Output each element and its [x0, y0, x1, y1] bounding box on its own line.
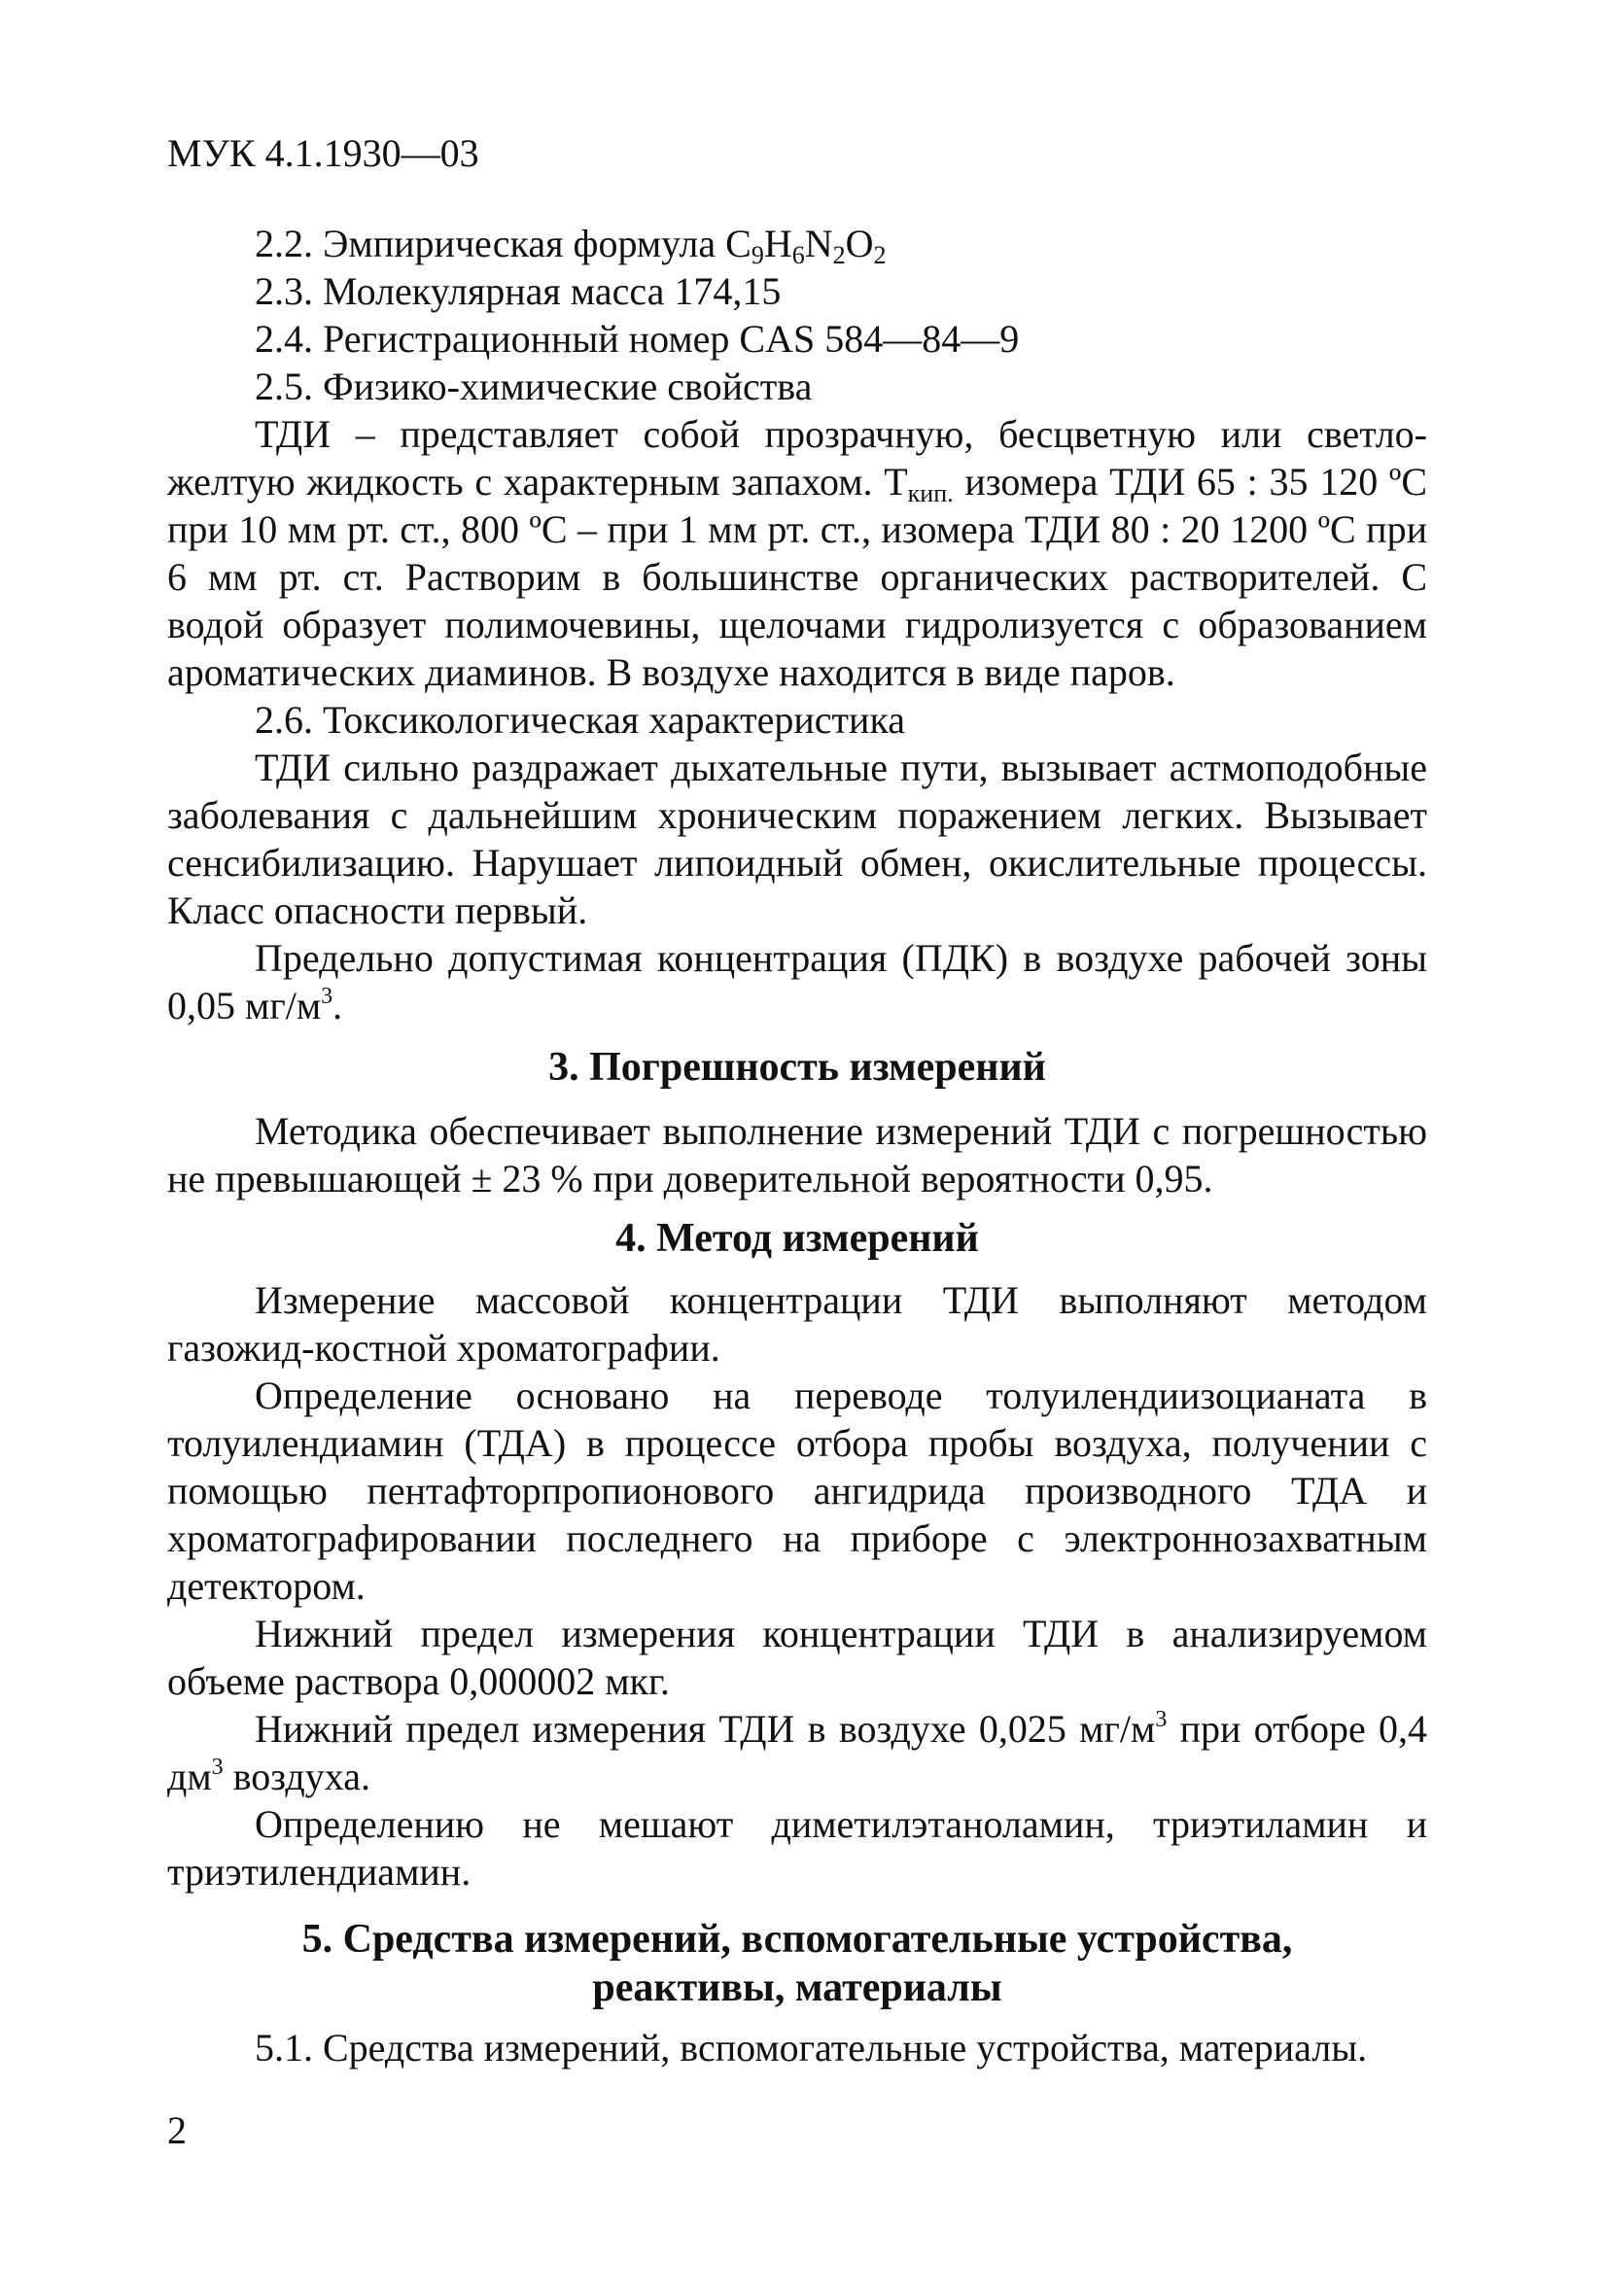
item-2-6-toxicology-heading: 2.6. Токсикологическая характеристика: [255, 698, 906, 742]
section-4-paragraph-2: Определение основано на переводе толуилендиизоцианата в толуилендиамин (ТДА) в процессе отбора пробы воздуха, получении с помощью пентафторпропионового ангидрида производного ТДА и хроматографировании последнего на приборе с электроннозахватным детектором.: [167, 1374, 1427, 1608]
pdk-paragraph: Предельно допустимая концентрация (ПДК) в воздухе рабочей зоны 0,05 $мг/м^3$.: [167, 936, 1427, 1027]
document-code-header: МУК 4.1.1930—03: [167, 131, 479, 175]
section-4-paragraph-3: Нижний предел измерения концентрации ТДИ в анализируемом объеме раствора 0,000002 мкг.: [167, 1612, 1427, 1703]
item-2-3-molecular-mass: 2.3. Молекулярная масса 174,15: [255, 269, 782, 313]
section-3-heading: 3. Погрешность измерений: [548, 1045, 1046, 1090]
item-2-5-properties-heading: 2.5. Физико-химические свойства: [255, 365, 813, 408]
item-2-2-empirical-formula: 2.2. Эмпирическая формула $C_9H_6N_2O_2$: [255, 222, 887, 269]
section-5-heading: [167, 1915, 1427, 2012]
section-4-paragraph-5: Определению не мешают диметилэтаноламин, триэтиламин и триэтилендиамин.: [167, 1802, 1427, 1894]
section-5-heading-line-1: 5. Средства измерений, вспомогательные устройства,: [301, 1917, 1293, 1962]
physchem-paragraph: ТДИ – представляет собой прозрачную, бесцветную или светло-желтую жидкость с характерным запахом. $Т_{кип.}$ изомера ТДИ 65 : 35 120 ºС при 10 мм рт. ст., 800 ºС – при 1 мм рт. ст., изомера ТДИ 80 : 20 1200 ºС при 6 мм рт. ст. Растворим в большинстве органических растворителей. С водой образует полимочевины, щелочами гидролизуется с образованием ароматических диаминов. В воздухе находится в виде паров.: [167, 412, 1428, 694]
toxicology-paragraph: ТДИ сильно раздражает дыхательные пути, вызывает астмоподобные заболевания с дальнейшим хроническим поражением легких. Вызывает сенсибилизацию. Нарушает липоидный обмен, окислительные процессы. Класс опасности первый.: [167, 746, 1427, 932]
item-2-4-cas-number: 2.4. Регистрационный номер CAS 584—84—9: [255, 317, 1020, 361]
section-5-heading-line-2: реактивы, материалы: [592, 1966, 1002, 2010]
page-number: 2: [167, 2108, 187, 2152]
section-3-paragraph: Методика обеспечивает выполнение измерений ТДИ с погрешностью не превышающей ± 23 % при доверительной вероятности 0,95.: [167, 1109, 1427, 1200]
document-body: [167, 220, 1427, 2071]
item-5-1: 5.1. Средства измерений, вспомогательные устройства, материалы.: [255, 2026, 1368, 2070]
section-4-paragraph-4: Нижний предел измерения ТДИ в воздухе 0,025 $мг/м^3$ при отборе 0,4 $дм^3$ воздуха.: [167, 1707, 1428, 1798]
section-4-paragraph-1: Измерение массовой концентрации ТДИ выполняют методом газожид-костной хроматографии.: [167, 1278, 1427, 1370]
section-4-heading: 4. Метод измерений: [615, 1216, 979, 1261]
